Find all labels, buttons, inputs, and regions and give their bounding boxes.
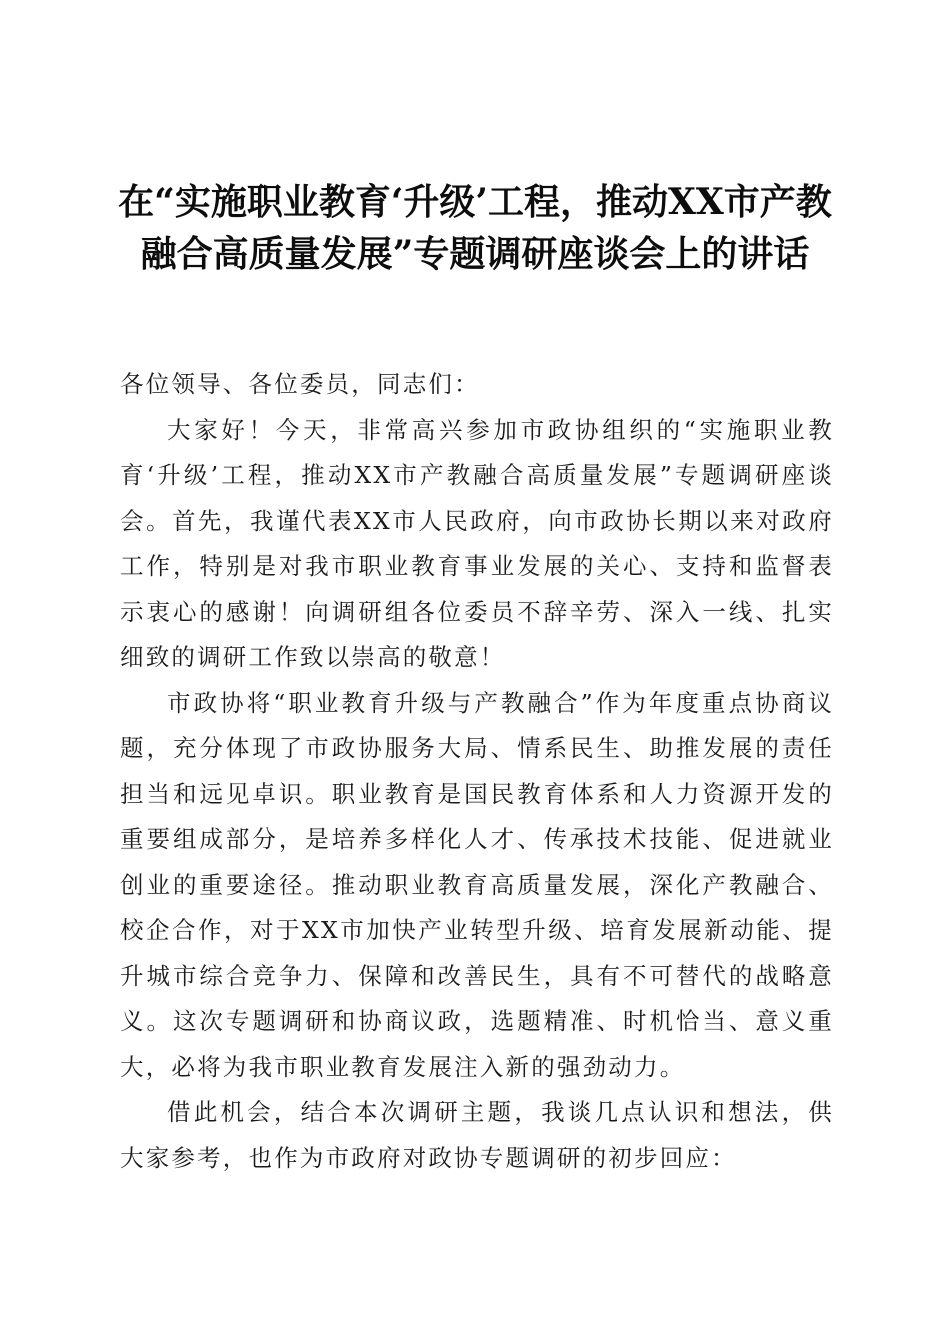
document-title: 在“实施职业教育‘升级’工程，推动XX市产教融合高质量发展”专题调研座谈会上的讲话 (118, 181, 832, 275)
salutation: 各位领导、各位委员，同志们： (120, 370, 480, 398)
document-body (120, 362, 834, 1181)
paragraph-transition: 借此机会，结合本次调研主题，我谈几点认识和想法，供大家参考，也作为市政府对政协专题调研的初步回应： (120, 1098, 834, 1172)
paragraph-significance: 市政协将“职业教育升级与产教融合”作为年度重点协商议题，充分体现了市政协服务大局、情系民生、助推发展的责任担当和远见卓识。职业教育是国民教育体系和人力资源开发的重要组成部分，是培养多样化人才、传承技术技能、促进就业创业的重要途径。推动职业教育高质量发展，深化产教融合、校企合作，对于XX市加快产业转型升级、培育发展新动能、提升城市综合竞争力、保障和改善民生，具有不可替代的战略意义。这次专题调研和协商议政，选题精准、时机恰当、意义重大，必将为我市职业教育发展注入新的强劲动力。 (120, 688, 834, 1081)
paragraph-opening: 大家好！今天，非常高兴参加市政协组织的“实施职业教育‘升级’工程，推动XX市产教融合高质量发展”专题调研座谈会。首先，我谨代表XX市人民政府，向市政协长期以来对政府工作，特别是对我市职业教育事业发展的关心、支持和监督表示衷心的感谢！向调研组各位委员不辞辛劳、深入一线、扎实细致的调研工作致以崇高的敬意！ (120, 415, 834, 671)
